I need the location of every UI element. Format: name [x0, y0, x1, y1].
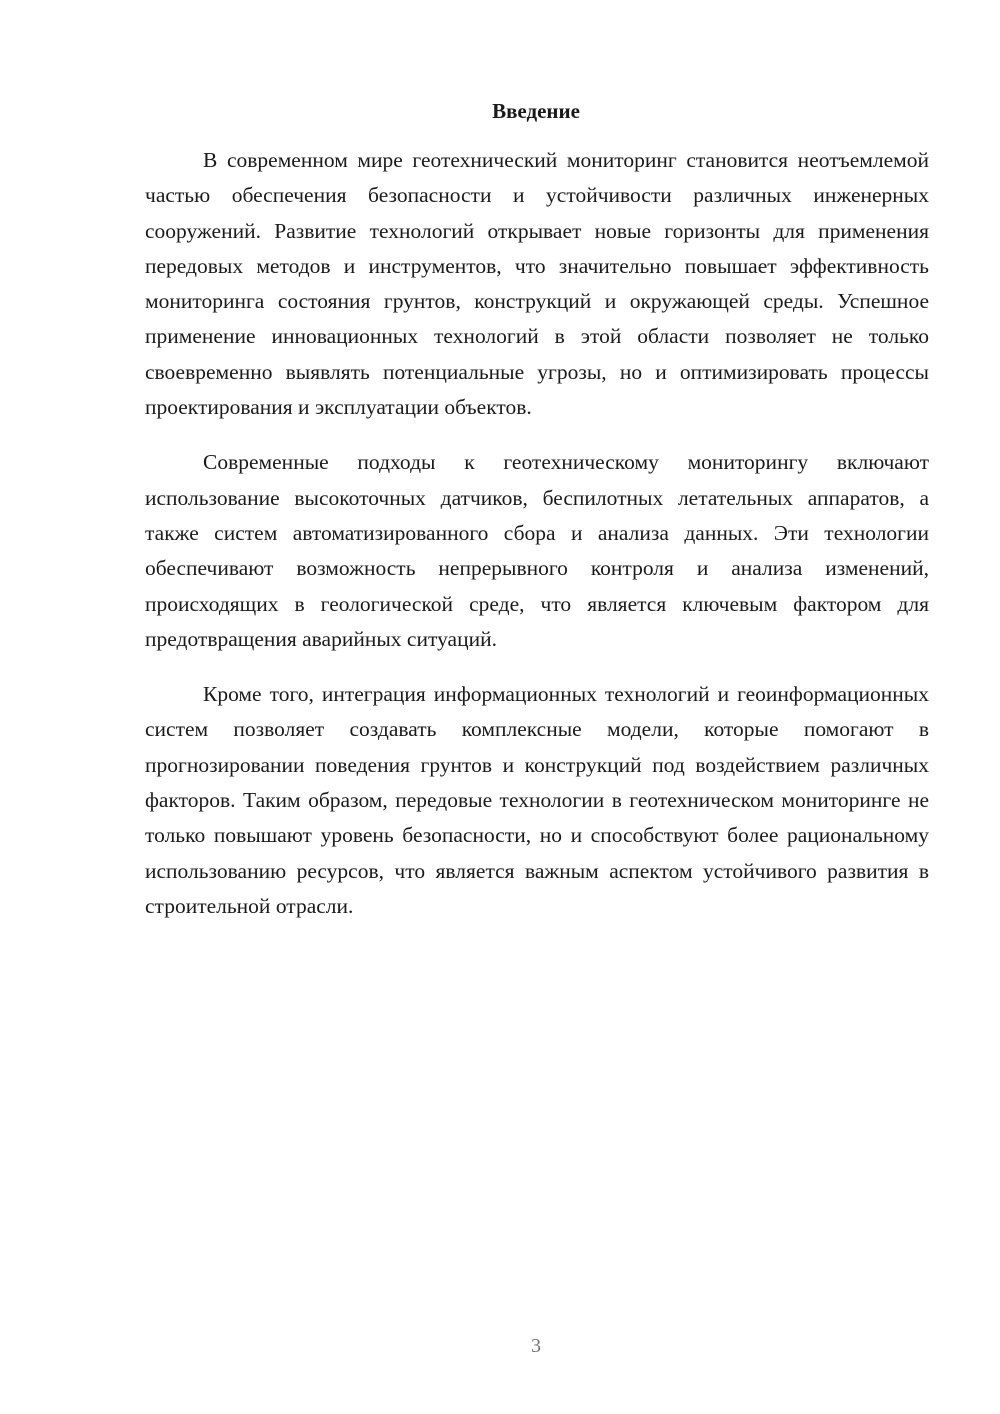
body-text: [145, 143, 929, 924]
paragraph: В современном мире геотехнический мониторинг становится неотъемлемой частью обеспечения безопасности и устойчивости различных инженерных сооружений. Развитие технологий открывает новые горизонты для применения передовых методов и инструментов, что значительно повышает эффективность мониторинга состояния грунтов, конструкций и окружающей среды. Успешное применение инновационных технологий в этой области позволяет не только своевременно выявлять потенциальные угрозы, но и оптимизировать процессы проектирования и эксплуатации объектов.: [145, 148, 929, 420]
paragraph: Кроме того, интеграция информационных технологий и геоинформационных систем позволяет создавать комплексные модели, которые помогают в прогнозировании поведения грунтов и конструкций под воздействием различных факторов. Таким образом, передовые технологии в геотехническом мониторинге не только повышают уровень безопасности, но и способствуют более рациональному использованию ресурсов, что является важным аспектом устойчивого развития в строительной отрасли.: [145, 682, 929, 918]
section-heading: Введение: [492, 99, 580, 123]
paragraph: Современные подходы к геотехническому мониторингу включают использование высокоточных датчиков, беспилотных летательных аппаратов, а также систем автоматизированного сбора и анализа данных. Эти технологии обеспечивают возможность непрерывного контроля и анализа изменений, происходящих в геологической среде, что является ключевым фактором для предотвращения аварийных ситуаций.: [145, 450, 929, 651]
page-number: 3: [531, 1335, 541, 1357]
